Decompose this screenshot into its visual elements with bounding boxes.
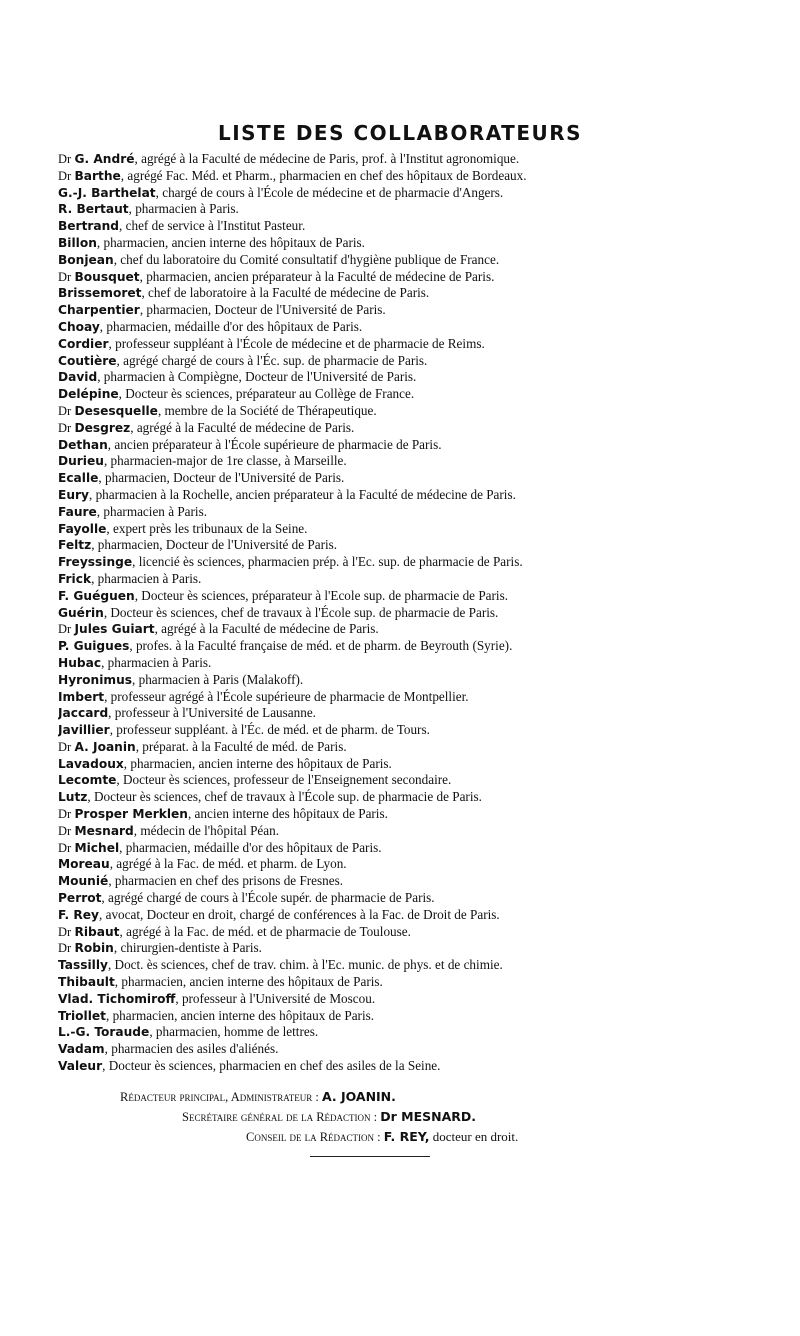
collaborator-name: F. Guéguen (58, 588, 135, 603)
list-item (58, 554, 758, 571)
collaborator-name: Freyssinge (58, 555, 133, 570)
collaborator-description: , Docteur ès sciences, pharmacien en chef des asiles de la Seine. (102, 1058, 441, 1074)
list-item (58, 890, 758, 907)
collaborator-name: F. Rey (58, 907, 100, 922)
title-prefix: Dr (58, 739, 72, 754)
collaborator-name: Choay (58, 319, 100, 334)
collaborator-description: , professeur suppléant. à l'Éc. de méd. et de pharm. de Tours. (109, 722, 430, 738)
collaborator-name: P. Guigues (58, 639, 130, 654)
title-prefix: Dr (58, 152, 72, 166)
list-item (58, 537, 758, 554)
list-item (58, 705, 758, 722)
list-item (58, 924, 758, 941)
collaborator-name: Hyronimus (58, 672, 133, 687)
collaborator-description: , pharmacien, médaille d'or des hôpitaux de Paris. (119, 839, 382, 855)
collaborator-name: Imbert (58, 689, 105, 704)
collaborator-name: Faure (58, 504, 97, 519)
collaborator-name: Mounié (58, 874, 109, 889)
collaborator-name: Coutière (58, 353, 117, 368)
collaborator-description: , pharmacien en chef des prisons de Fresnes. (108, 873, 344, 889)
council-extra: docteur en droit. (429, 1129, 519, 1144)
title-prefix: Dr (58, 823, 72, 838)
secretary-credit (0, 1107, 800, 1127)
collaborator-description: , pharmacien à Paris. (96, 503, 208, 519)
collaborator-name: Lutz (58, 790, 88, 805)
collaborator-name: Javillier (58, 723, 110, 738)
list-item (58, 722, 758, 739)
collaborator-description: , pharmacien à Paris. (91, 570, 202, 586)
collaborator-description: , ancien interne des hôpitaux de Paris. (187, 806, 388, 822)
collaborator-description: , agrégé Fac. Méd. et Pharm., pharmacien en chef des hôpitaux de Bordeaux. (120, 167, 527, 183)
collaborator-description: , Docteur ès sciences, professeur de l'Enseignement secondaire. (116, 772, 452, 788)
collaborator-name: Mesnard (74, 823, 134, 838)
collaborator-name: Robin (74, 941, 114, 956)
collaborator-name: Triollet (58, 1008, 106, 1023)
collaborator-name: Frick (58, 571, 92, 586)
collaborator-description: , pharmacien à la Rochelle, ancien préparateur à la Faculté de médecine de Paris. (88, 486, 516, 502)
collaborator-name: Billon (58, 235, 97, 250)
collaborator-description: , chef du laboratoire du Comité consultatif d'hygiène publique de France. (113, 251, 500, 267)
collaborator-description: , professeur à l'Université de Lausanne. (108, 705, 316, 721)
list-item (58, 487, 758, 504)
list-item (58, 521, 758, 538)
list-item (58, 789, 758, 806)
title-prefix: Dr (58, 622, 72, 637)
collaborator-description: , agrégé à la Fac. de méd. et pharm. de Lyon. (109, 856, 347, 872)
collaborator-name: R. Bertaut (58, 202, 129, 217)
list-item (58, 1041, 758, 1058)
collaborator-description: , pharmacien, ancien interne des hôpitaux de Paris. (114, 974, 383, 990)
list-item (58, 940, 758, 957)
collaborator-description: , Docteur ès sciences, chef de travaux à l'École sup. de pharmacie de Paris. (103, 604, 499, 620)
collaborator-name: Jules Guiart (74, 622, 155, 637)
list-item (58, 269, 758, 286)
collaborator-name: Fayolle (58, 521, 107, 536)
collaborator-description: , professeur à l'Université de Moscou. (175, 990, 376, 1006)
list-item (58, 453, 758, 470)
collaborator-description: , médecin de l'hôpital Péan. (133, 822, 279, 838)
collaborator-name: David (58, 370, 98, 385)
list-item (58, 588, 758, 605)
list-item (58, 504, 758, 521)
list-item (58, 672, 758, 689)
list-item (58, 1024, 758, 1041)
collaborator-description: , chirurgien-dentiste à Paris. (113, 940, 262, 956)
list-item (58, 218, 758, 235)
collaborator-name: Brissemoret (58, 286, 142, 301)
list-item (58, 1058, 758, 1075)
collaborator-description: , pharmacien, ancien interne des hôpitaux de Paris. (105, 1007, 375, 1023)
editor-credit (0, 1087, 800, 1107)
collaborator-description: , Doct. ès sciences, chef de trav. chim. à l'Ec. munic. de phys. et de chimie. (107, 957, 503, 973)
list-item (58, 386, 758, 403)
collaborator-name: Prosper Merklen (74, 807, 188, 822)
collaborator-description: , chef de laboratoire à la Faculté de médecine de Paris. (141, 285, 430, 301)
list-item (58, 1008, 758, 1025)
collaborator-name: Charpentier (58, 303, 140, 318)
list-item (58, 285, 758, 302)
list-item (58, 739, 758, 756)
collaborator-description: , Docteur ès sciences, chef de travaux à l'École sup. de pharmacie de Paris. (87, 789, 482, 805)
collaborator-name: Vlad. Tichomiroff (58, 991, 176, 1006)
list-item (58, 772, 758, 789)
collaborator-description: , pharmacien à Paris. (101, 654, 212, 670)
collaborator-description: , expert près les tribunaux de la Seine. (106, 520, 308, 536)
collaborator-description: , profes. à la Faculté française de méd. et de pharm. de Beyrouth (Syrie). (129, 638, 513, 654)
council-label: Conseil de la Rédaction : (246, 1130, 384, 1144)
collaborator-name: Perrot (58, 891, 102, 906)
divider-rule (310, 1156, 430, 1157)
collaborator-name: Moreau (58, 857, 110, 872)
collaborator-description: , agrégé chargé de cours à l'École supér. de pharmacie de Paris. (101, 890, 435, 906)
list-item (58, 655, 758, 672)
collaborator-description: , avocat, Docteur en droit, chargé de conférences à la Fac. de Droit de Paris. (99, 906, 500, 922)
collaborator-description: , pharmacien, homme de lettres. (149, 1024, 319, 1040)
collaborator-name: Bousquet (74, 269, 140, 284)
collaborator-name: Durieu (58, 454, 104, 469)
collaborator-description: , ancien préparateur à l'École supérieure de pharmacie de Paris. (107, 436, 442, 452)
collaborator-description: , professeur suppléant à l'École de médecine et de pharmacie de Reims. (108, 335, 485, 351)
council-credit (0, 1127, 800, 1147)
list-item (58, 353, 758, 370)
list-item (58, 235, 758, 252)
title-prefix: Dr (58, 420, 72, 435)
collaborator-list (58, 151, 758, 1075)
collaborator-description: , Docteur ès sciences, préparateur à l'Ecole sup. de pharmacie de Paris. (134, 587, 508, 603)
collaborator-description: , agrégé chargé de cours à l'Éc. sup. de pharmacie de Paris. (116, 352, 428, 368)
list-item (58, 957, 758, 974)
list-item (58, 856, 758, 873)
list-item (58, 319, 758, 336)
collaborator-description: , agrégé à la Faculté de médecine de Paris. (130, 419, 355, 435)
list-item (58, 974, 758, 991)
list-item (58, 437, 758, 454)
list-item (58, 638, 758, 655)
collaborator-description: , licencié ès sciences, pharmacien prép. à l'Ec. sup. de pharmacie de Paris. (132, 554, 523, 570)
collaborator-name: Michel (74, 840, 120, 855)
title-prefix: Dr (58, 403, 72, 418)
collaborator-name: Delépine (58, 387, 119, 402)
collaborator-description: , pharmacien à Paris (Malakoff). (132, 671, 304, 687)
list-item (58, 403, 758, 420)
collaborator-name: Lavadoux (58, 756, 124, 771)
collaborator-name: Thibault (58, 975, 115, 990)
collaborator-name: Ecalle (58, 471, 99, 486)
collaborator-name: Hubac (58, 655, 102, 670)
list-item (58, 840, 758, 857)
page-title: LISTE DES COLLABORATEURS (217, 121, 583, 145)
list-item (58, 571, 758, 588)
title-prefix: Dr (58, 269, 72, 284)
collaborator-description: , pharmacien, Docteur de l'Université de Paris. (139, 302, 386, 318)
collaborator-name: Ribaut (74, 924, 120, 939)
list-item (58, 185, 758, 202)
collaborator-description: , agrégé à la Fac. de méd. et de pharmacie de Toulouse. (119, 923, 411, 939)
collaborator-name: Cordier (58, 336, 109, 351)
list-item (58, 991, 758, 1008)
council-name: F. REY, (383, 1129, 430, 1144)
collaborator-name: Guérin (58, 605, 104, 620)
list-item (58, 151, 758, 168)
collaborator-description: , Docteur ès sciences, préparateur au Collège de France. (118, 386, 415, 402)
collaborator-description: , membre de la Société de Thérapeutique. (157, 402, 377, 418)
collaborator-name: Eury (58, 487, 89, 502)
list-item (58, 689, 758, 706)
collaborator-description: , professeur agrégé à l'École supérieure de pharmacie de Montpellier. (104, 688, 469, 704)
collaborator-description: , pharmacien à Paris. (128, 201, 239, 217)
collaborator-name: Feltz (58, 538, 92, 553)
list-item (58, 470, 758, 487)
title-prefix: Dr (58, 840, 72, 855)
list-item (58, 621, 758, 638)
collaborator-description: , pharmacien des asiles d'aliénés. (104, 1041, 279, 1057)
list-item (58, 420, 758, 437)
list-item (58, 756, 758, 773)
list-item (58, 369, 758, 386)
title-prefix: Dr (58, 941, 72, 956)
list-item (58, 806, 758, 823)
collaborator-name: Tassilly (58, 958, 108, 973)
collaborator-name: Bertrand (58, 219, 120, 234)
list-item (58, 907, 758, 924)
list-item (58, 823, 758, 840)
collaborator-description: , pharmacien, médaille d'or des hôpitaux de Paris. (99, 318, 363, 334)
collaborator-name: Desgrez (74, 420, 131, 435)
collaborator-description: , agrégé à la Faculté de médecine de Paris. (154, 621, 379, 637)
collaborator-name: Dethan (58, 437, 108, 452)
title-prefix: Dr (58, 168, 72, 183)
collaborator-name: G.-J. Barthelat (58, 185, 156, 200)
collaborator-description: , pharmacien, Docteur de l'Université de Paris. (98, 470, 345, 486)
collaborator-description: , chef de service à l'Institut Pasteur. (119, 218, 306, 234)
list-item (58, 168, 758, 185)
collaborator-description: , pharmacien, Docteur de l'Université de Paris. (91, 537, 338, 553)
list-item (58, 252, 758, 269)
collaborator-name: Bonjean (58, 252, 114, 267)
collaborator-description: , pharmacien, ancien préparateur à la Faculté de médecine de Paris. (139, 268, 495, 284)
collaborator-description: , pharmacien à Compiègne, Docteur de l'Université de Paris. (97, 369, 417, 385)
collaborator-name: G. André (74, 152, 135, 166)
list-item (58, 201, 758, 218)
collaborator-name: L.-G. Toraude (58, 1025, 150, 1040)
editor-label: Rédacteur principal, Administrateur : (120, 1090, 322, 1104)
collaborator-description: , préparat. à la Faculté de méd. de Paris. (135, 738, 347, 754)
collaborator-description: , pharmacien-major de 1re classe, à Marseille. (103, 453, 347, 469)
collaborator-description: , chargé de cours à l'École de médecine et de pharmacie d'Angers. (155, 184, 504, 200)
list-item (58, 336, 758, 353)
title-prefix: Dr (58, 924, 72, 939)
collaborator-description: , agrégé à la Faculté de médecine de Paris, prof. à l'Institut agronomique. (134, 151, 520, 166)
collaborator-name: Barthe (74, 168, 121, 183)
secretary-label: Secrétaire général de la Rédaction : (182, 1110, 381, 1124)
editorial-credits (0, 1087, 800, 1147)
collaborator-description: , pharmacien, ancien interne des hôpitaux de Paris. (96, 234, 365, 250)
collaborator-name: Lecomte (58, 773, 117, 788)
list-item (58, 302, 758, 319)
title-prefix: Dr (58, 807, 72, 822)
collaborator-description: , pharmacien, ancien interne des hôpitaux de Paris. (123, 755, 392, 771)
collaborator-name: Valeur (58, 1059, 103, 1074)
collaborator-name: Jaccard (58, 706, 109, 721)
collaborator-name: A. Joanin (74, 739, 136, 754)
list-item (58, 605, 758, 622)
collaborator-name: Desesquelle (74, 403, 158, 418)
secretary-name: Dr MESNARD. (380, 1109, 477, 1124)
list-item (58, 873, 758, 890)
editor-name: A. JOANIN. (321, 1089, 396, 1104)
collaborator-name: Vadam (58, 1042, 105, 1057)
